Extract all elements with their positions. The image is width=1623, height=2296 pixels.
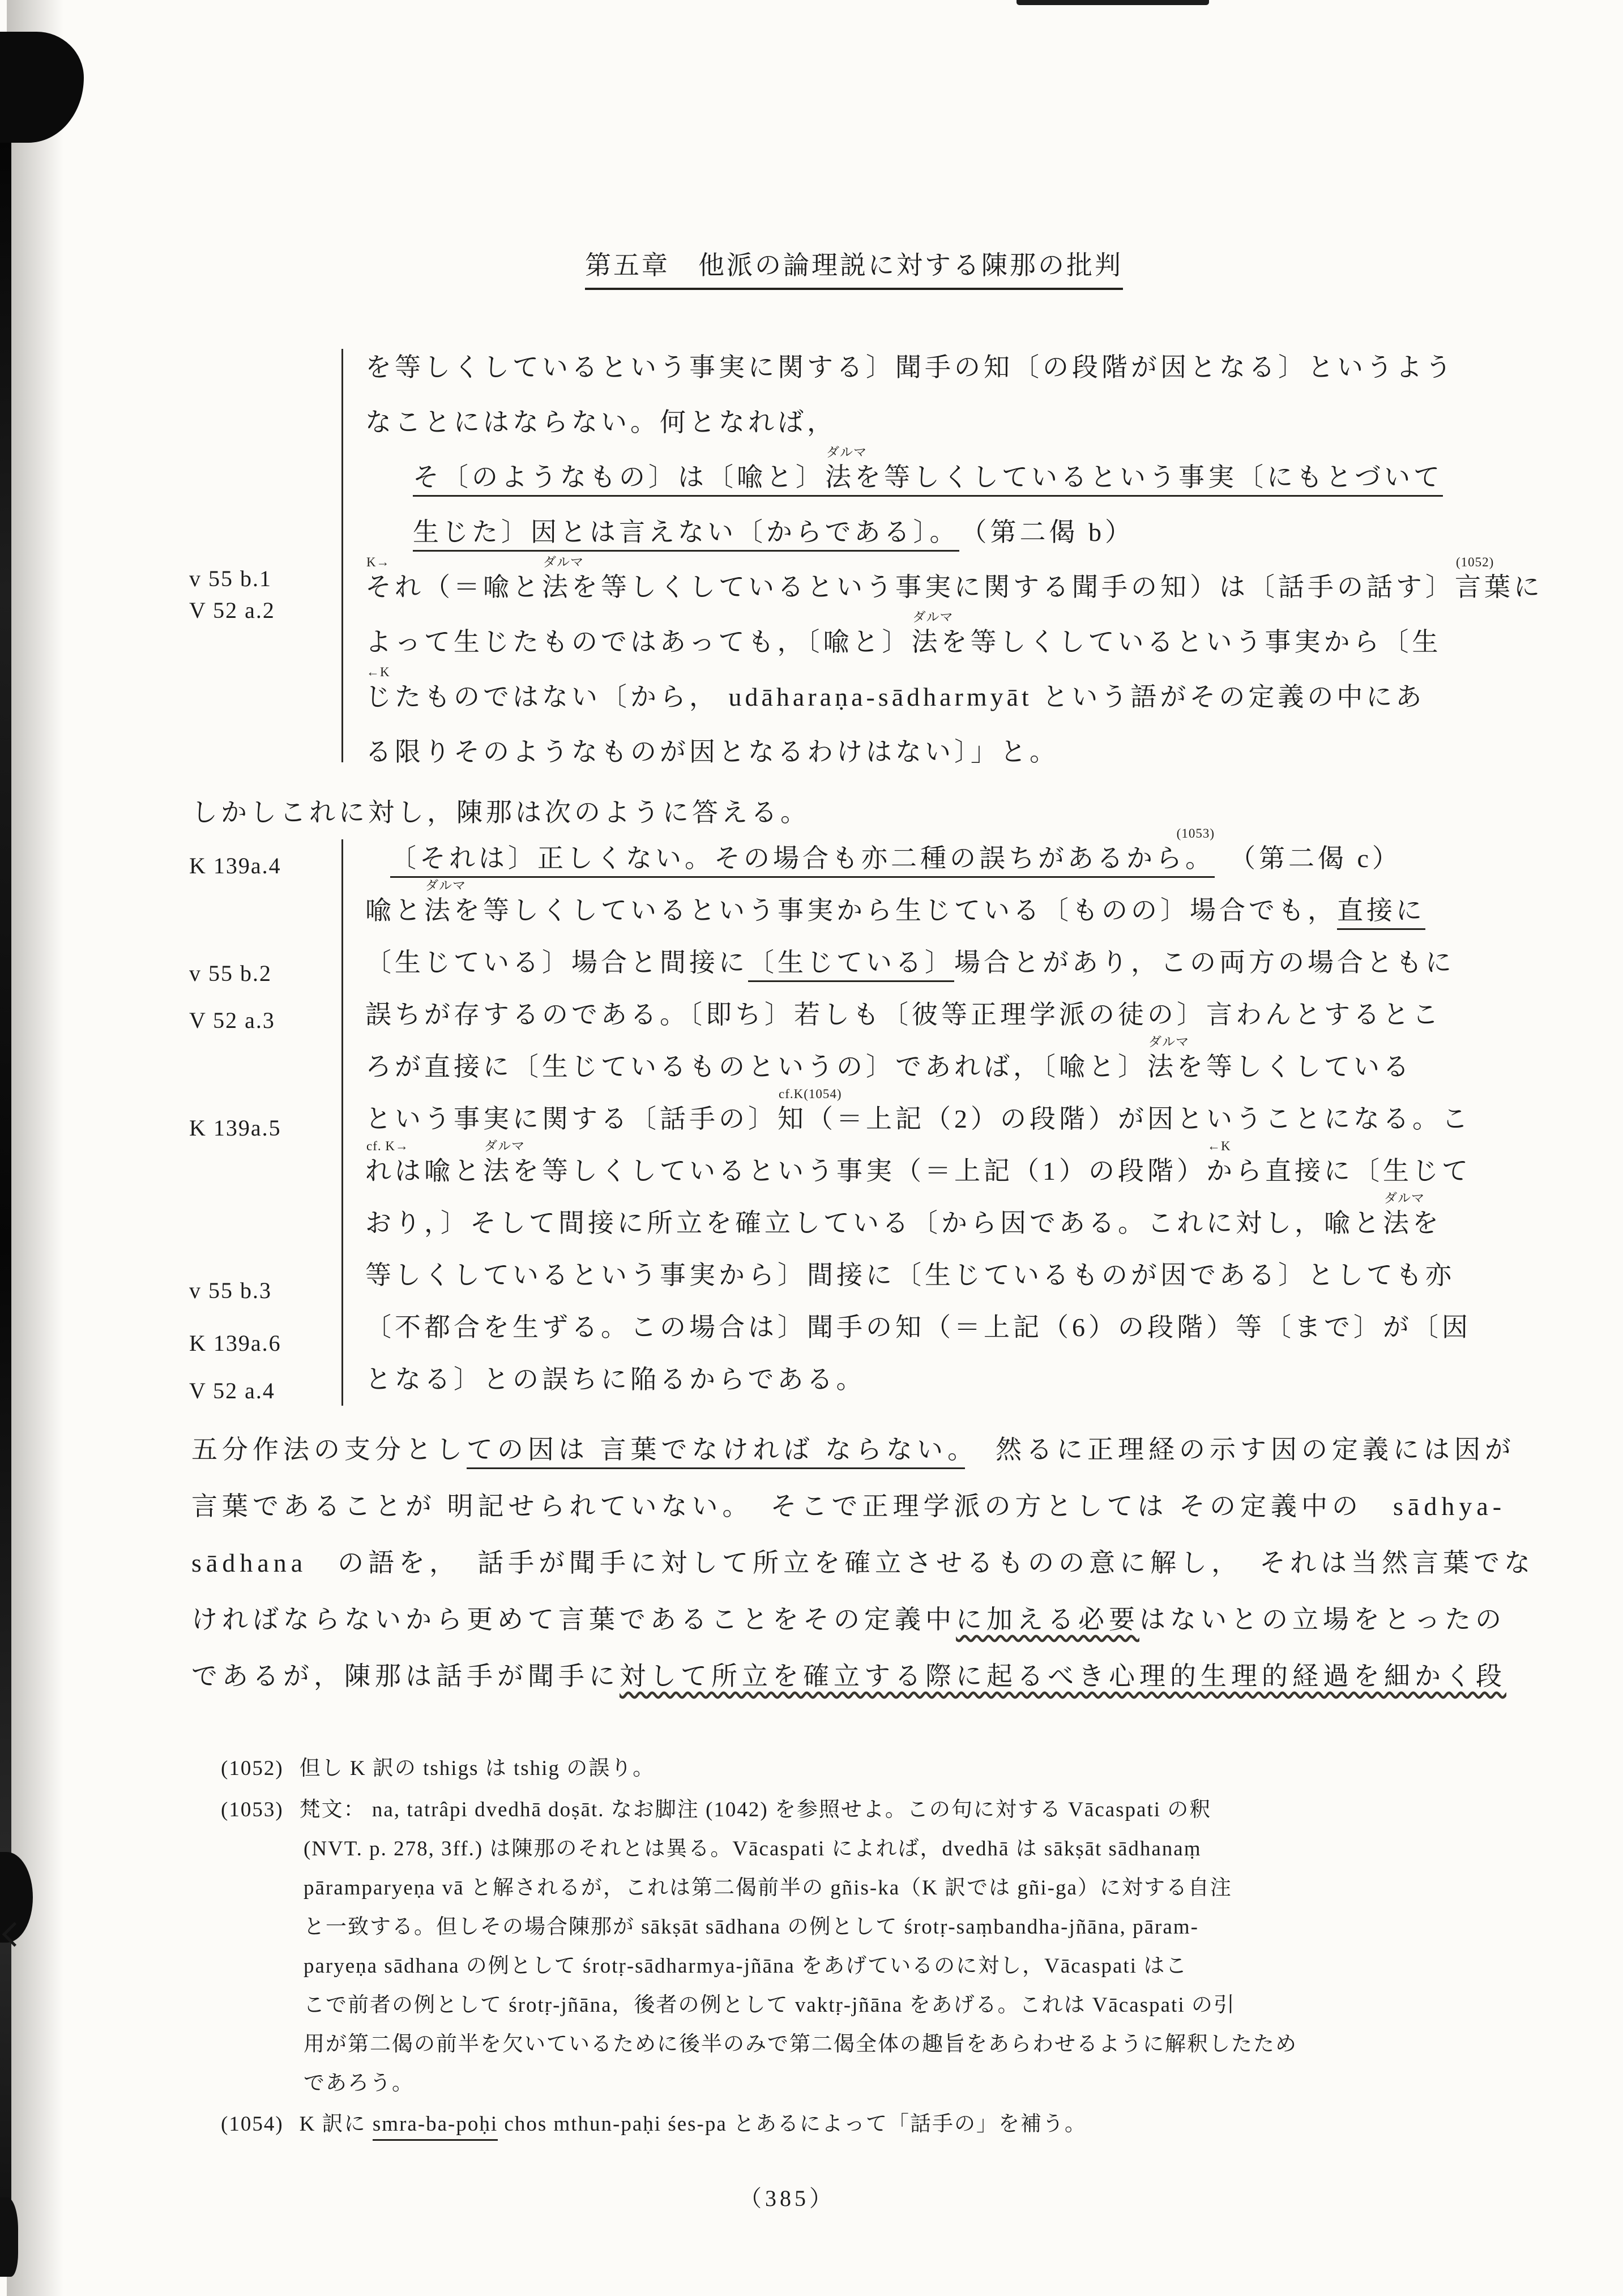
scan-corner-blob — [0, 32, 84, 143]
dharma-ruby: ダルマ — [425, 878, 466, 893]
verse-line — [365, 445, 1597, 505]
dharma-ruby: ダルマ — [1384, 1191, 1425, 1205]
text-segment: から — [1206, 1156, 1265, 1185]
text-segment: おり，〕そして間接に所立を確立している〔から因である。これに対し，喩と — [365, 1209, 1383, 1237]
quote-line — [365, 724, 1597, 779]
dharma-ruby: ダルマ — [912, 610, 954, 624]
footnote-marked-term — [1455, 555, 1543, 603]
chapter-heading — [191, 245, 1517, 282]
quote-line — [365, 937, 1597, 989]
chapter-title: 第五章 他派の論理説に対する陳那の批判 — [585, 251, 1123, 290]
text-segment: 言葉に — [1455, 573, 1543, 601]
quote-line — [365, 1249, 1597, 1301]
footnote-text: 用が第二偈の前半を欠いているために後半のみで第二偈全体の趣旨をあらわせるように解釈したため — [304, 2033, 1297, 2056]
text-segment: 等しくしているという事実から〕間接に〔生じているものが因である〕としても亦 — [365, 1261, 1455, 1290]
underlined-verse — [413, 445, 1443, 497]
body-paragraph — [191, 1422, 1590, 1705]
text-segment: それ（＝喩と — [365, 573, 542, 601]
quote-line — [365, 665, 1597, 724]
quote-line — [365, 340, 1597, 395]
text-segment: という事実に関する〔話手の〕 — [365, 1104, 778, 1133]
dharma-annotated-term — [1147, 1035, 1189, 1082]
quote-block-1 — [365, 340, 1597, 779]
text-segment: 〔不都合を生ずる。この場合は〕聞手の知（＝上記（6）の段階）等〔まで〕が〔因 — [365, 1313, 1471, 1342]
footnote-number: (1053) — [221, 1798, 284, 1821]
underlined-emphasis: 直接に — [1337, 896, 1425, 930]
body-line — [191, 1648, 1590, 1705]
text-segment: ろが直接に〔生じているものというの〕であれば，〔喩と〕 — [365, 1052, 1147, 1081]
body-line — [191, 1478, 1590, 1535]
quote-line — [365, 395, 1597, 450]
text-segment: はないとの立場をとったの — [1139, 1605, 1506, 1634]
quote-line — [365, 878, 1597, 937]
footnote-marked-phrase — [390, 826, 1215, 874]
wavy-underlined-emphasis: に加える必要 — [956, 1605, 1139, 1634]
text-segment: 五分作法の支分とし — [191, 1435, 467, 1464]
text-segment: 法 — [825, 463, 855, 492]
text-segment: 直接に〔生じて — [1265, 1156, 1471, 1185]
text-segment: であるが，陳那は話手が聞手に — [191, 1662, 620, 1691]
quote-line — [365, 1139, 1597, 1197]
margin-ref-K139a5: K 139a.5 — [189, 1115, 281, 1141]
footnote-text: であろう。 — [304, 2072, 414, 2095]
dharma-ruby: ダルマ — [826, 445, 867, 459]
footnote-line — [221, 1790, 1540, 1829]
footnote-text: (NVT. p. 278, 3ff.) は陳那のそれとは異る。Vācaspati によれば，dvedhā は sākṣāt sādhanaṃ — [304, 1837, 1202, 1860]
footnote-line — [221, 2025, 1540, 2064]
text-segment: 法 — [542, 573, 571, 601]
quote-line — [365, 1191, 1597, 1249]
text-segment: 法 — [1147, 1052, 1177, 1081]
footnote-line — [221, 1829, 1540, 1868]
quote-block-2 — [365, 826, 1597, 1406]
body-line — [191, 1591, 1590, 1648]
text-segment: 言葉であることが 明記せられていない。 そこで正理学派の方としては その定義中の sādhya- — [191, 1492, 1506, 1521]
interlude-paragraph — [191, 792, 810, 829]
footnote-text: paryeṇa sādhana の例として śrotṛ-sādharmya-jñāna をあげているのに対し，Vācaspati はこ — [304, 1954, 1188, 1978]
text-segment: 然るに正理経の示す因の定義には因が — [965, 1435, 1515, 1464]
text-segment: 法 — [424, 896, 454, 925]
verse-ref: （第二偈 c） — [1229, 844, 1402, 873]
text-segment: を等しくしているという事実から生じている〔ものの〕場合でも， — [454, 896, 1337, 925]
footnote-line — [221, 1947, 1540, 1986]
footnote-1053 — [221, 1790, 1540, 2103]
k-arrow-annotation: ←K — [1207, 1139, 1231, 1153]
text-segment: そ〔のようなもの〕は〔喩と〕 — [413, 463, 825, 492]
underlined-verse: 生じた〕因とは言えない〔からである〕。 — [413, 518, 959, 552]
margin-ref-v55b3: v 55 b.3 — [189, 1278, 272, 1303]
margin-ref-v55b1: v 55 b.1 — [189, 566, 272, 591]
text-segment: る限りそのようなものが因となるわけはない〕」と。 — [365, 737, 1059, 766]
cfk-annotated-term — [365, 1139, 483, 1187]
k-annotated-term — [1206, 1139, 1265, 1187]
text-segment: （＝上記（2）の段階）が因ということになる。こ — [807, 1104, 1471, 1133]
dharma-annotated-term — [542, 555, 584, 603]
wavy-underlined-emphasis: 対して所立を確立する際に起るべき心理的生理的経過を細かく段 — [620, 1662, 1506, 1691]
margin-ref-K139a4: K 139a.4 — [189, 853, 281, 878]
text-segment: を等しくしているという事実から〔生 — [941, 628, 1442, 656]
text-segment: 誤ちが存するのである。〔即ち〕若しも〔彼等正理学派の徒の〕言わんとするとこ — [365, 1000, 1442, 1029]
footnote-text: こで前者の例として śrotṛ-jñāna，後者の例として vaktṛ-jñāna をあげる。これは Vācaspati の引 — [304, 1994, 1236, 2017]
margin-ref-V52a4: V 52 a.4 — [189, 1378, 275, 1403]
verse-line — [365, 505, 1597, 560]
footnote-text: K 訳に — [299, 2113, 373, 2136]
dharma-annotated-term — [1383, 1191, 1425, 1239]
underlined-emphasis: ての因は 言葉でなければ ならない。 — [467, 1435, 965, 1469]
text-segment: 法 — [483, 1156, 512, 1185]
scan-bottom-blob — [0, 2197, 18, 2277]
k-arrow-annotation: ←K — [366, 665, 390, 679]
underlined-verse: 〔それは〕正しくない。その場合も亦二種の誤ちがあるから。 — [390, 844, 1215, 878]
text-segment: を等しくしているという事実〔にもとづいて — [855, 463, 1443, 492]
quote-line — [365, 1354, 1597, 1406]
text-segment: れは喩と — [365, 1156, 483, 1185]
dharma-annotated-term — [825, 445, 867, 493]
text-segment: 〔生じている〕場合と間接に — [365, 948, 748, 977]
quote-line — [365, 555, 1597, 614]
verse-line — [365, 826, 1597, 885]
text-segment: なことにはならない。何となれば， — [365, 408, 836, 437]
quote-line — [365, 1301, 1597, 1354]
scan-shadow-band — [7, 0, 63, 2296]
quote-line — [365, 1035, 1597, 1093]
text-segment: sādhana の語を， 話手が聞手に対して所立を確立させるものの意に解し， それは当然言葉でな — [191, 1548, 1535, 1577]
cfk-annotated-term — [778, 1087, 842, 1134]
underlined-tibetan-term: smra-ba-poḥi — [373, 2113, 498, 2141]
text-segment: 場合とがあり，この両方の場合ともに — [954, 948, 1455, 977]
footnote-marker-1052: (1052) — [1456, 555, 1494, 569]
margin-ref-K139a6: K 139a.6 — [189, 1330, 281, 1356]
footnote-text: chos mthun-paḥi śes-pa とあるによって「話手の」を補う。 — [498, 2113, 1087, 2136]
k-arrow-annotation: K→ — [366, 555, 390, 569]
footnote-text: と一致する。但しその場合陳那が sākṣāt sādhana の例として śrotṛ-saṃbandha-jñāna, pāram- — [304, 1915, 1199, 1939]
footnote-line — [221, 2064, 1540, 2103]
verse-ref: （第二偈 b） — [973, 518, 1135, 547]
text-segment: しかしこれに対し，陳那は次のように答える。 — [191, 798, 810, 827]
dharma-annotated-term — [424, 878, 466, 926]
text-segment: を等しくしている — [1177, 1052, 1412, 1081]
k-annotated-term — [365, 555, 542, 603]
margin-ref-V52a3: V 52 a.3 — [189, 1008, 275, 1033]
dharma-annotated-term — [911, 610, 954, 658]
quote-line — [365, 610, 1597, 669]
body-line — [191, 1535, 1590, 1591]
text-segment: となる〕との誤ちに陥るからである。 — [365, 1365, 866, 1394]
text-segment: を — [1412, 1209, 1442, 1237]
footnote-1052 — [221, 1747, 1540, 1790]
k-annotated-term — [365, 665, 601, 712]
cfk-arrow-annotation: cf. K→ — [366, 1139, 409, 1153]
footnote-text: 梵文： na, tatrâpi dvedhā doṣāt. なお脚注 (1042) を参照せよ。この句に対する Vācaspati の釈 — [299, 1798, 1212, 1821]
text-segment: ければならないから更めて言葉であることをその定義中 — [191, 1605, 956, 1634]
footnote-number: (1054) — [221, 2113, 284, 2136]
page-number: （385） — [739, 2186, 835, 2211]
quote-line — [365, 1087, 1597, 1145]
footnote-number: (1052) — [221, 1757, 284, 1780]
text-segment: を等しくしているという事実（＝上記（1）の段階） — [512, 1156, 1206, 1185]
footnote-marker-1053: (1053) — [1176, 826, 1215, 840]
footnotes-section — [221, 1747, 1540, 2146]
text-segment: じたものではない — [365, 682, 601, 711]
margin-ref-v55b2: v 55 b.2 — [189, 961, 272, 986]
footnote-line — [221, 1986, 1540, 2025]
body-line — [191, 1422, 1590, 1478]
text-segment: 喩と — [365, 896, 424, 925]
text-segment: 法 — [1383, 1209, 1412, 1237]
footnote-line — [221, 1907, 1540, 1947]
text-segment: 法 — [911, 628, 941, 656]
dharma-ruby: ダルマ — [543, 555, 584, 569]
text-segment: を等しくしているという事実に関する聞手の知）は〔話手の話す〕 — [571, 573, 1455, 601]
footnote-1054 — [221, 2103, 1540, 2146]
text-segment: を等しくしているという事実に関する〕聞手の知〔の段階が因となる〕というよう — [365, 353, 1455, 382]
dharma-ruby: ダルマ — [484, 1139, 525, 1153]
text-segment: 知 — [778, 1104, 807, 1133]
margin-ref-V52a2: V 52 a.2 — [189, 598, 275, 623]
quote-rule-1 — [341, 349, 343, 762]
text-segment: 〔から， udāharaṇa-sādharmyāt という語がその定義の中にあ — [601, 682, 1425, 711]
dharma-annotated-term — [483, 1139, 525, 1187]
quote-rule-2 — [341, 839, 343, 1406]
footnote-text: 但し K 訳の tshigs は tshig の誤り。 — [299, 1757, 655, 1780]
footnote-text: pāramparyeṇa vā と解されるが，これは第二偈前半の gñis-ka（K 訳では gñi-ga）に対する自注 — [304, 1876, 1232, 1900]
quote-line — [365, 989, 1597, 1041]
dharma-ruby: ダルマ — [1148, 1035, 1189, 1049]
scan-top-line-artifact — [1016, 0, 1209, 5]
cfk-1054-annotation: cf.K(1054) — [779, 1087, 842, 1101]
footnote-line — [221, 1868, 1540, 1907]
text-segment: よって生じたものではあっても，〔喩と〕 — [365, 628, 912, 656]
underlined-emphasis: 〔生じている〕 — [748, 948, 954, 982]
